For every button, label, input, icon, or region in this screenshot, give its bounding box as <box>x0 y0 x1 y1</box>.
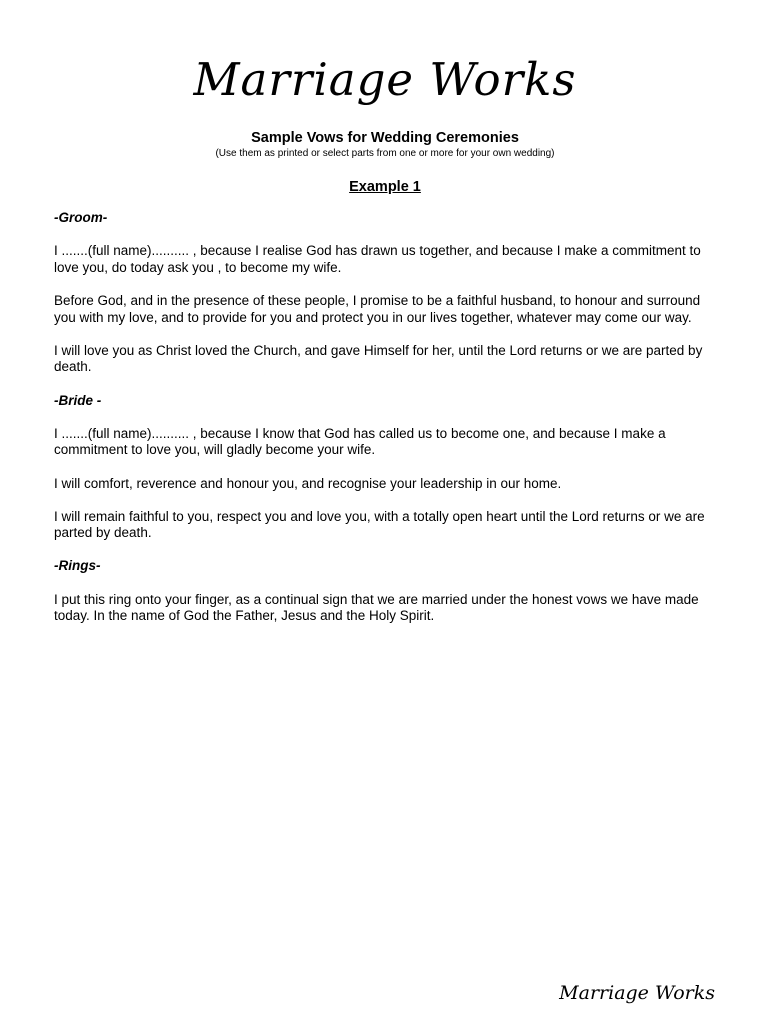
rings-paragraph: I put this ring onto your finger, as a continual sign that we are married under the honest vows we have made today. In the name of God the Father, Jesus and the Holy Spirit. <box>54 591 699 624</box>
vows-content <box>54 210 718 641</box>
groom-paragraph: I will love you as Christ loved the Church, and gave Himself for her, until the Lord returns or we are parted by death. <box>54 342 703 375</box>
example-heading: Example 1 <box>349 179 421 195</box>
bride-label: -Bride - <box>54 392 102 408</box>
rings-section <box>54 558 718 624</box>
rings-label: -Rings- <box>54 558 101 574</box>
bride-paragraph: I will comfort, reverence and honour you, and recognise your leadership in our home. <box>54 475 562 491</box>
groom-paragraph: I .......(full name).......... , because I realise God has drawn us together, and because I make a commitment to love you, do today ask you , to become my wife. <box>54 243 701 275</box>
bride-paragraph: I will remain faithful to you, respect you and love you, with a totally open heart until the Lord returns or we are parted by death. <box>54 508 705 541</box>
bride-section <box>54 393 718 542</box>
bride-paragraph: I .......(full name).......... , because I know that God has called us to become one, and because I make a commitment to love you, will gladly become your wife. <box>54 425 666 458</box>
groom-section <box>54 210 718 376</box>
groom-paragraph: Before God, and in the presence of these people, I promise to be a faithful husband, to honour and surround you with my love, and to provide for you and protect you in our lives together, whatever may come our way. <box>54 292 701 325</box>
footer-logo: Marriage Works <box>559 982 715 1004</box>
document-title: Sample Vows for Wedding Ceremonies <box>251 130 519 146</box>
groom-label: -Groom- <box>54 210 108 225</box>
document-subtitle: (Use them as printed or select parts from one or more for your own wedding) <box>215 148 555 159</box>
logo-title: Marriage Works <box>193 53 577 106</box>
